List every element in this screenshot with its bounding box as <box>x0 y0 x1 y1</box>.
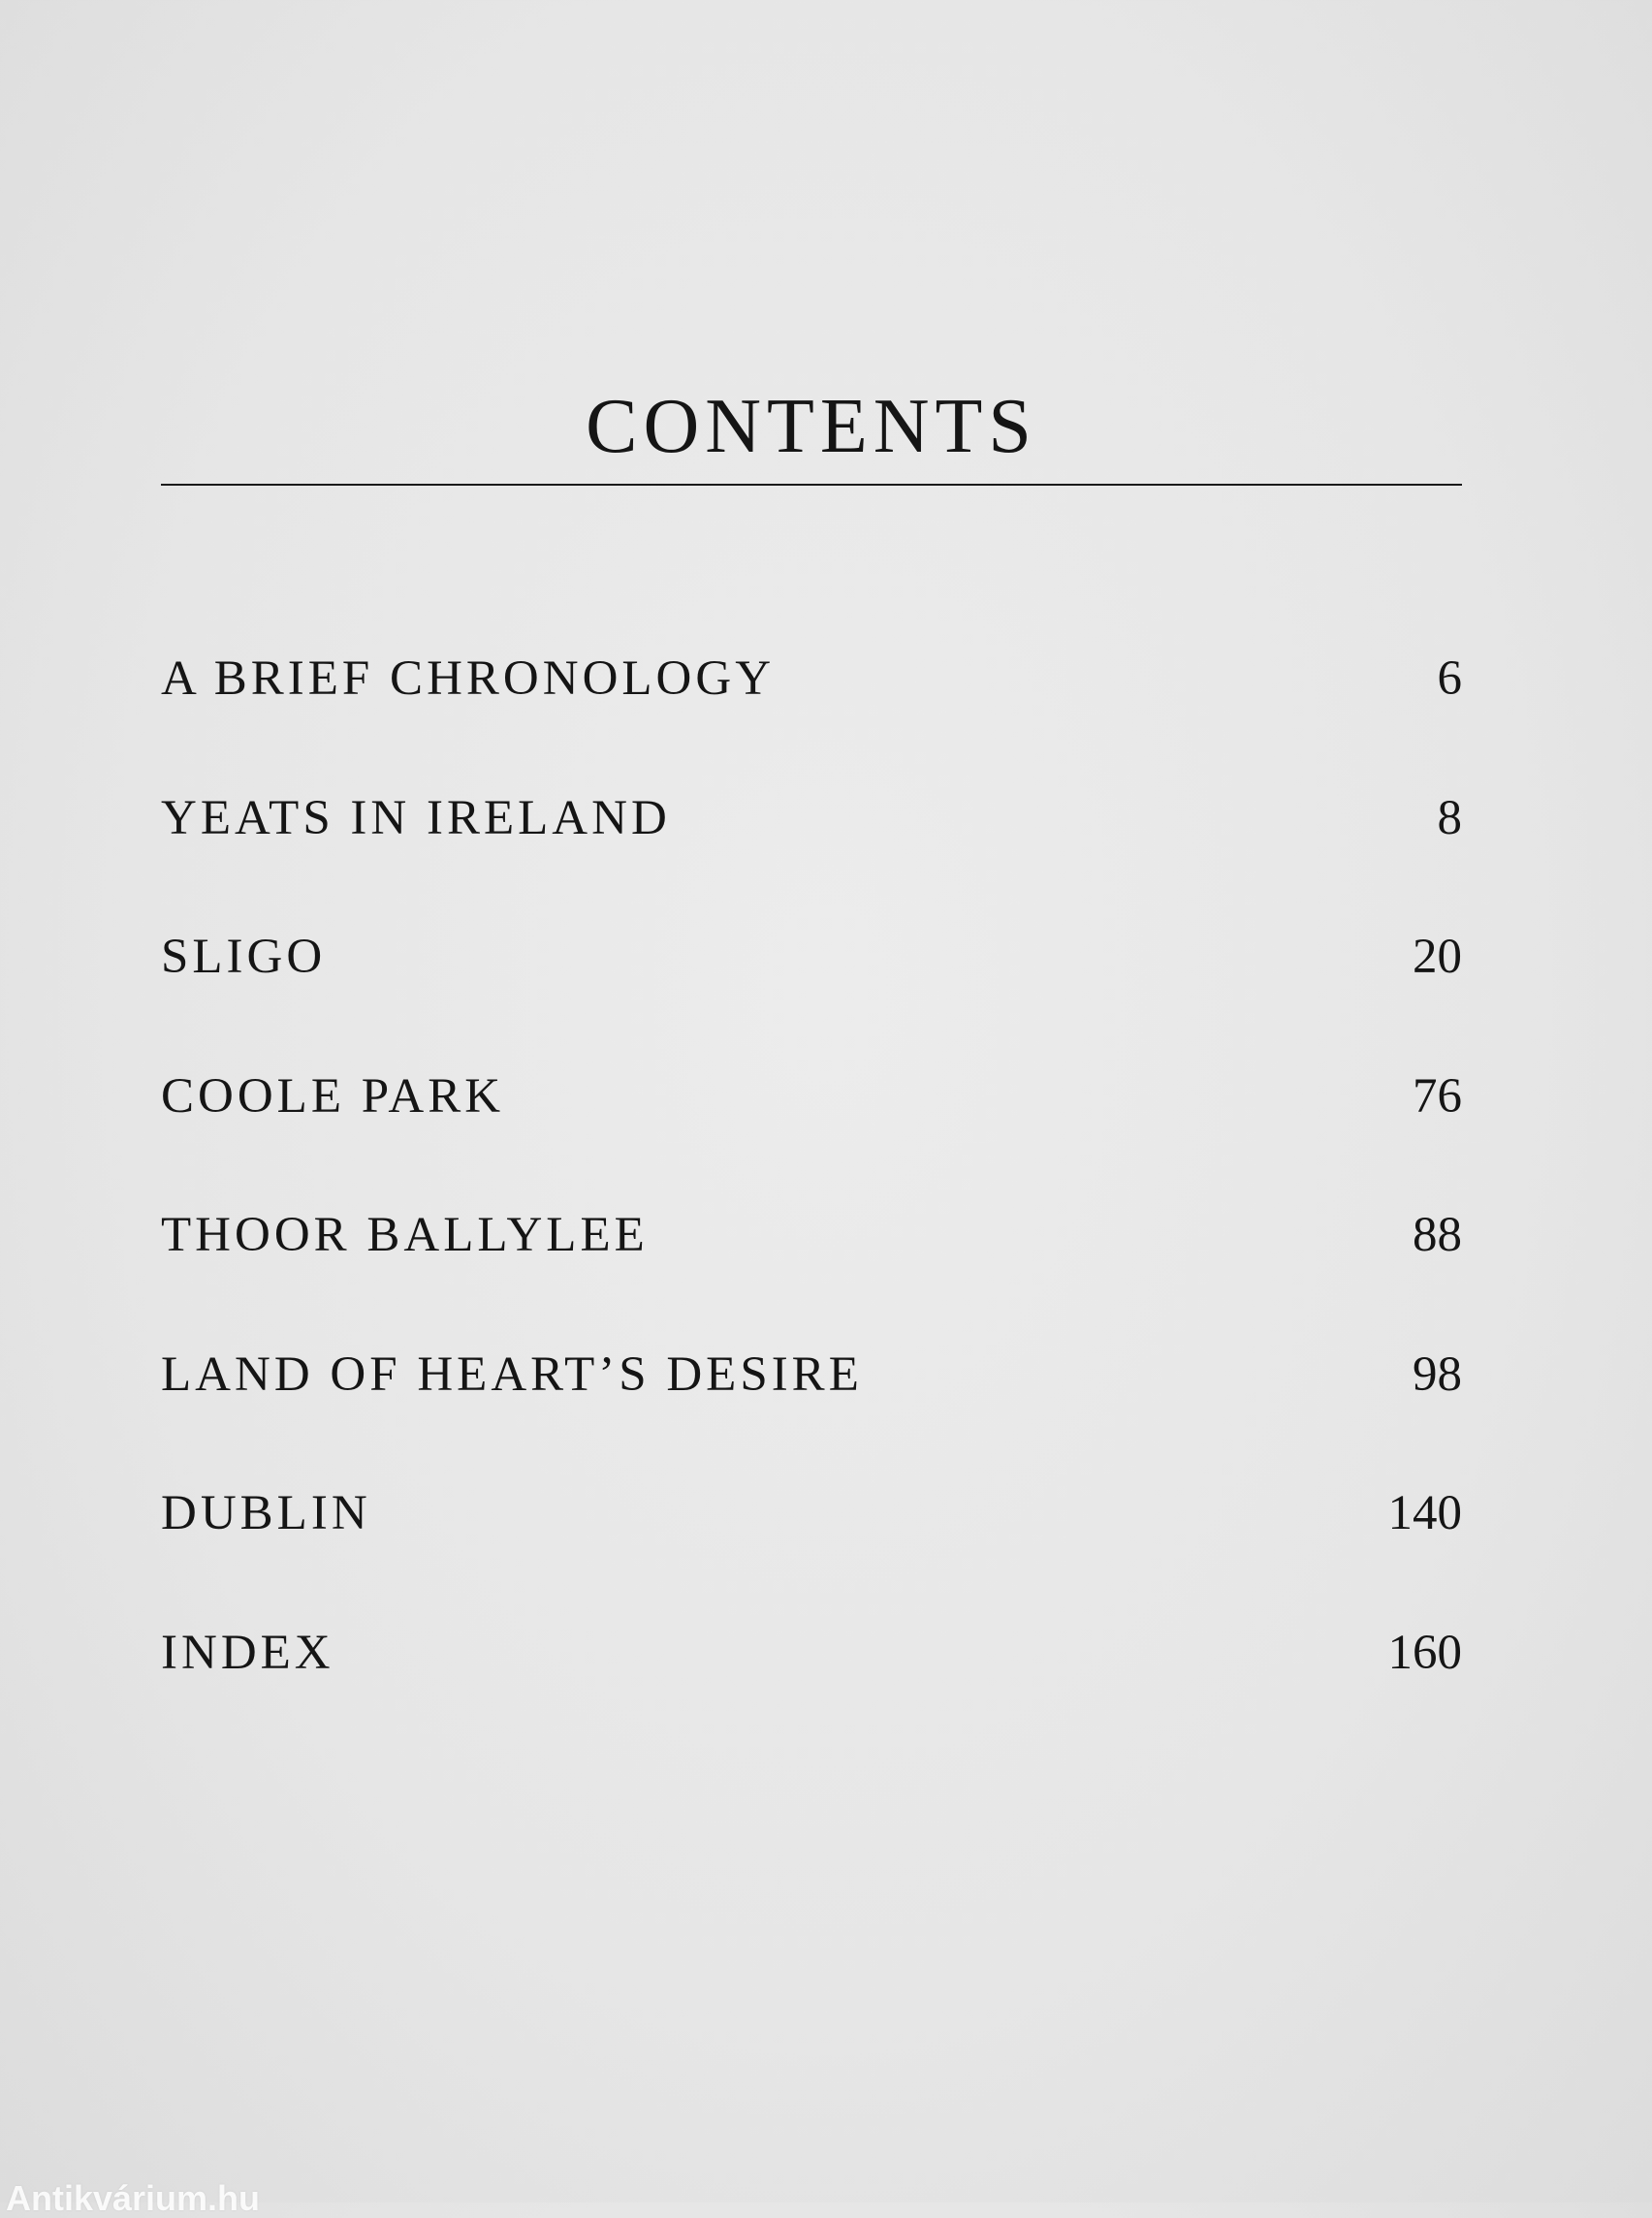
toc-entry-title: LAND OF HEART’S DESIRE <box>161 1347 863 1402</box>
toc-entry <box>161 1336 1462 1475</box>
toc-entry-title: INDEX <box>161 1625 334 1680</box>
toc-entry <box>161 1058 1462 1197</box>
toc-entry <box>161 640 1462 779</box>
toc-entry <box>161 1196 1462 1336</box>
watermark-text: Antikvárium.hu <box>6 2178 261 2218</box>
toc-entry-title: SLIGO <box>161 930 327 984</box>
page-title: CONTENTS <box>586 384 1037 469</box>
toc-entry-page: 88 <box>1413 1208 1462 1262</box>
toc-entry-page: 6 <box>1437 651 1462 706</box>
toc-entry-title: COOLE PARK <box>161 1068 505 1124</box>
toc-entry-page: 160 <box>1387 1625 1462 1680</box>
toc-entry-page: 140 <box>1387 1486 1462 1540</box>
toc-entry-page: 20 <box>1413 930 1462 984</box>
title-rule <box>161 484 1462 486</box>
table-of-contents <box>161 640 1462 1753</box>
toc-entry <box>161 1474 1462 1614</box>
toc-entry <box>161 918 1462 1058</box>
toc-entry-title: THOOR BALLYLEE <box>161 1208 649 1262</box>
toc-entry-title: YEATS IN IRELAND <box>161 790 671 845</box>
toc-entry <box>161 779 1462 919</box>
toc-entry-title: DUBLIN <box>161 1486 371 1540</box>
toc-entry <box>161 1614 1462 1754</box>
toc-entry-page: 98 <box>1413 1347 1462 1402</box>
toc-entry-title: A BRIEF CHRONOLOGY <box>161 651 776 706</box>
toc-entry-page: 76 <box>1413 1068 1462 1124</box>
toc-entry-page: 8 <box>1437 790 1462 845</box>
